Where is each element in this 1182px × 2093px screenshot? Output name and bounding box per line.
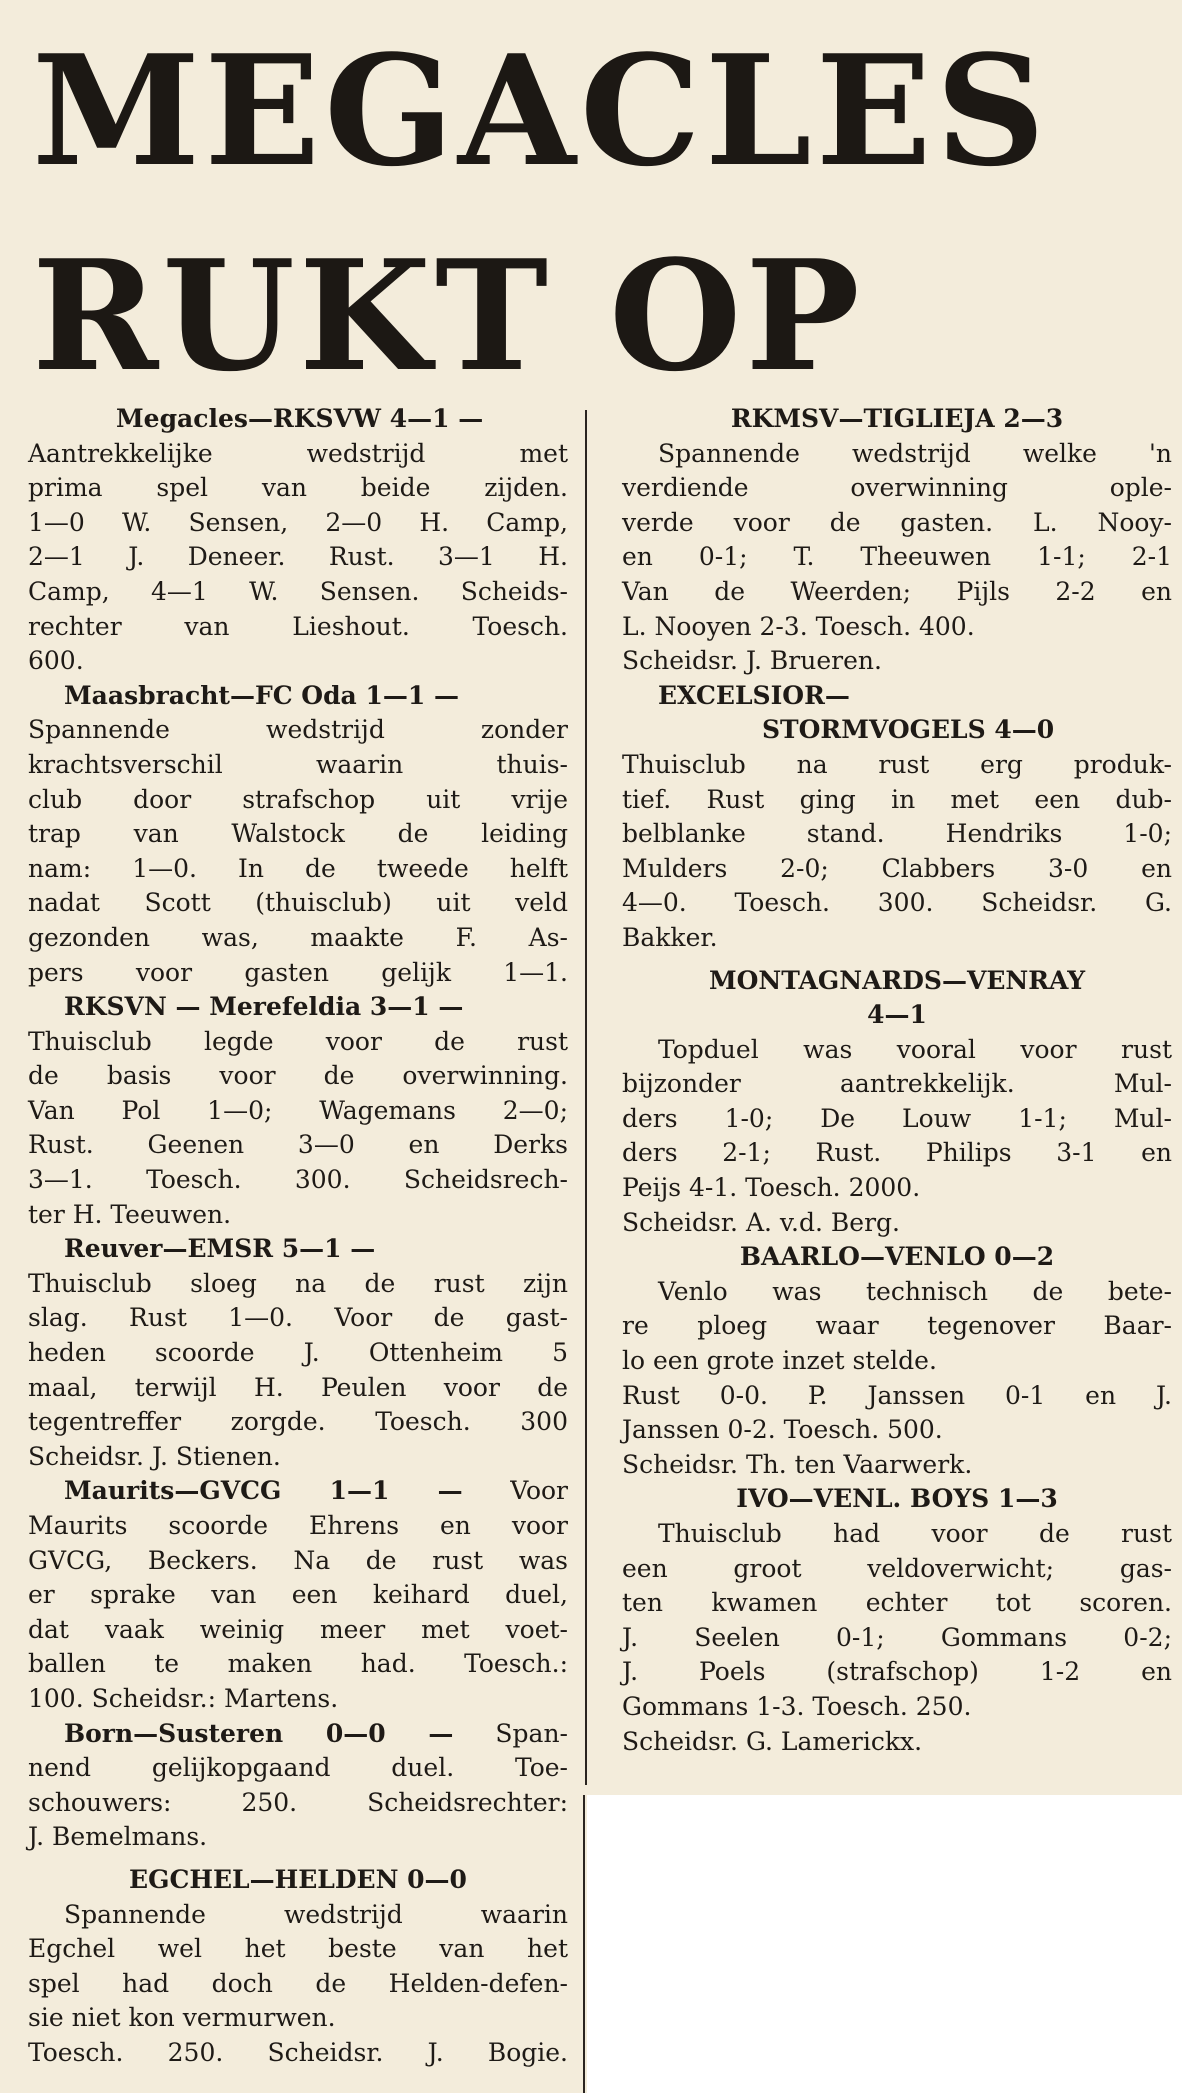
report-heading: RKSVN — Merefeldia 3—1 —: [64, 992, 464, 1022]
report-line: 3—1. Toesch. 300. Scheidsrech-: [28, 1165, 568, 1195]
report-line: club door strafschop uit vrije: [28, 784, 568, 814]
headline-line-1: MEGACLES: [32, 21, 1050, 200]
report-line: schouwers: 250. Scheidsrechter:: [28, 1787, 568, 1817]
report-heading: BAARLO—VENLO 0—2: [739, 1242, 1055, 1272]
report-line: Voor: [510, 1476, 568, 1506]
report-line: J. Bemelmans.: [28, 1822, 208, 1852]
report-line: en 0-1; T. Theeuwen 1-1; 2-1: [622, 542, 1172, 572]
report-line: J. Seelen 0-1; Gommans 0-2;: [622, 1622, 1172, 1652]
headline: [32, 8, 1049, 418]
report-line: GVCG, Beckers. Na de rust was: [28, 1545, 568, 1575]
report-line: de basis voor de overwinning.: [28, 1061, 568, 1091]
report-line: tief. Rust ging in met een dub-: [622, 784, 1172, 814]
report-line: Spannende wedstrijd zonder: [28, 715, 568, 745]
report-line: Camp, 4—1 W. Sensen. Scheids-: [28, 576, 568, 606]
report-line: nend gelijkopgaand duel. Toe-: [28, 1753, 568, 1783]
report-line: dat vaak weinig meer met voet-: [28, 1614, 568, 1644]
report-heading: Megacles—RKSVW 4—1 —: [116, 404, 484, 433]
report-line: Spannende wedstrijd waarin: [64, 1899, 568, 1929]
report-reuver: [28, 1232, 568, 1474]
report-heading-line: [28, 1717, 568, 1752]
report-line: 4—0. Toesch. 300. Scheidsr. G.: [622, 888, 1172, 918]
report-line: Venlo was technisch de bete-: [658, 1276, 1172, 1306]
report-line: slag. Rust 1—0. Voor de gast-: [28, 1303, 568, 1333]
right-column: [622, 402, 1172, 1759]
report-line: Rust 0-0. P. Janssen 0-1 en J.: [622, 1380, 1172, 1410]
report-line: trap van Walstock de leiding: [28, 819, 568, 849]
report-baarlo: [622, 1240, 1172, 1482]
report-heading: Reuver—EMSR 5—1 —: [64, 1234, 376, 1264]
report-line: Scheidsr. Th. ten Vaarwerk.: [622, 1449, 973, 1479]
report-maurits: [28, 1474, 568, 1716]
report-line: Scheidsr. G. Lamerickx.: [622, 1726, 923, 1756]
report-heading: MONTAGNARDS—VENRAY: [708, 965, 1086, 995]
report-line: Scheidsr. J. Brueren.: [622, 646, 882, 676]
report-line: Spannende wedstrijd welke 'n: [658, 438, 1172, 468]
report-line: belblanke stand. Hendriks 1-0;: [622, 819, 1172, 849]
report-line: Topduel was vooral voor rust: [658, 1034, 1172, 1064]
report-line: Thuisclub sloeg na de rust zijn: [28, 1268, 568, 1298]
report-line: Mulders 2-0; Clabbers 3-0 en: [622, 853, 1172, 883]
report-line: 1—0 W. Sensen, 2—0 H. Camp,: [28, 507, 568, 537]
report-line: ders 2-1; Rust. Philips 3-1 en: [622, 1138, 1172, 1168]
report-line: ter H. Teeuwen.: [28, 1199, 232, 1229]
report-line: lo een grote inzet stelde.: [622, 1346, 937, 1376]
report-line: prima spel van beide zijden.: [28, 473, 568, 503]
report-line: Span-: [495, 1718, 568, 1748]
report-line: tegentreffer zorgde. Toesch. 300: [28, 1407, 568, 1437]
report-line: heden scoorde J. Ottenheim 5: [28, 1338, 568, 1368]
report-line: Scheidsr. A. v.d. Berg.: [622, 1207, 900, 1237]
report-line: re ploeg waar tegenover Baar-: [622, 1311, 1172, 1341]
report-line: J. Poels (strafschop) 1-2 en: [622, 1657, 1172, 1687]
report-line: een groot veldoverwicht; gas-: [622, 1553, 1172, 1583]
report-montagnards: [622, 964, 1172, 1241]
report-line: Rust. Geenen 3—0 en Derks: [28, 1130, 568, 1160]
report-line: spel had doch de Helden-defen-: [28, 1968, 568, 1998]
report-line: gezonden was, maakte F. As-: [28, 922, 568, 952]
report-rksvn: [28, 990, 568, 1232]
report-line: rechter van Lieshout. Toesch.: [28, 611, 568, 641]
report-heading: IVO—VENL. BOYS 1—3: [736, 1484, 1058, 1514]
report-heading: EGCHEL—HELDEN 0—0: [129, 1864, 467, 1894]
report-line: Toesch. 250. Scheidsr. J. Bogie.: [28, 2037, 568, 2067]
report-heading: 4—1: [867, 1000, 927, 1030]
report-line: 100. Scheidsr.: Martens.: [28, 1683, 339, 1713]
report-line: Van de Weerden; Pijls 2-2 en: [622, 576, 1172, 606]
report-line: nadat Scott (thuisclub) uit veld: [28, 888, 568, 918]
report-line: Peijs 4-1. Toesch. 2000.: [622, 1173, 921, 1203]
report-line: verde voor de gasten. L. Nooy-: [622, 507, 1172, 537]
report-line: maal, terwijl H. Peulen voor de: [28, 1372, 568, 1402]
report-line: ten kwamen echter tot scoren.: [622, 1588, 1172, 1618]
report-line: er sprake van een keihard duel,: [28, 1580, 568, 1610]
column-rule-lower: [583, 1795, 585, 2093]
report-heading: Maurits—GVCG 1—1 —: [64, 1476, 463, 1506]
column-rule: [585, 410, 587, 1785]
report-line: Egchel wel het beste van het: [28, 1934, 568, 1964]
report-line: Aantrekkelijke wedstrijd met: [28, 438, 568, 468]
report-line: ballen te maken had. Toesch.:: [28, 1649, 568, 1679]
report-megacles: [28, 402, 568, 679]
report-line: krachtsverschil waarin thuis-: [28, 749, 568, 779]
report-maasbracht: [28, 679, 568, 990]
report-line: verdiende overwinning ople-: [622, 473, 1172, 503]
report-line: Maurits scoorde Ehrens en voor: [28, 1511, 568, 1540]
report-line: pers voor gasten gelijk 1—1.: [28, 957, 568, 987]
report-line: Scheidsr. J. Stienen.: [28, 1441, 281, 1471]
report-heading: Born—Susteren 0—0 —: [64, 1718, 454, 1748]
report-line: sie niet kon vermurwen.: [28, 2003, 336, 2033]
report-line: ders 1-0; De Louw 1-1; Mul-: [622, 1103, 1172, 1133]
report-rkmsv: [622, 402, 1172, 679]
report-line: bijzonder aantrekkelijk. Mul-: [622, 1069, 1172, 1099]
report-line: nam: 1—0. In de tweede helft: [28, 853, 568, 883]
report-line: 2—1 J. Deneer. Rust. 3—1 H.: [28, 542, 568, 572]
report-ivo: [622, 1482, 1172, 1759]
report-born: [28, 1717, 568, 1855]
report-line: Janssen 0-2. Toesch. 500.: [622, 1415, 943, 1445]
left-column: [28, 402, 568, 2071]
report-line: Thuisclub na rust erg produk-: [622, 749, 1172, 779]
headline-line-2: RUKT OP: [32, 226, 864, 405]
report-heading: RKMSV—TIGLIEJA 2—3: [730, 404, 1064, 433]
report-egchel: [28, 1863, 568, 2071]
report-line: Van Pol 1—0; Wagemans 2—0;: [28, 1095, 568, 1125]
report-line: Thuisclub legde voor de rust: [28, 1026, 568, 1056]
report-heading: EXCELSIOR—: [658, 680, 850, 710]
report-heading: STORMVOGELS 4—0: [762, 715, 1055, 745]
report-line: L. Nooyen 2-3. Toesch. 400.: [622, 611, 975, 641]
report-line: Bakker.: [622, 922, 718, 952]
report-line: 600.: [28, 646, 84, 676]
report-heading: Maasbracht—FC Oda 1—1 —: [64, 680, 459, 710]
report-line: Thuisclub had voor de rust: [658, 1519, 1172, 1548]
report-excelsior: [622, 679, 1172, 956]
report-heading-line: [28, 1474, 568, 1509]
report-line: Gommans 1-3. Toesch. 250.: [622, 1691, 972, 1721]
